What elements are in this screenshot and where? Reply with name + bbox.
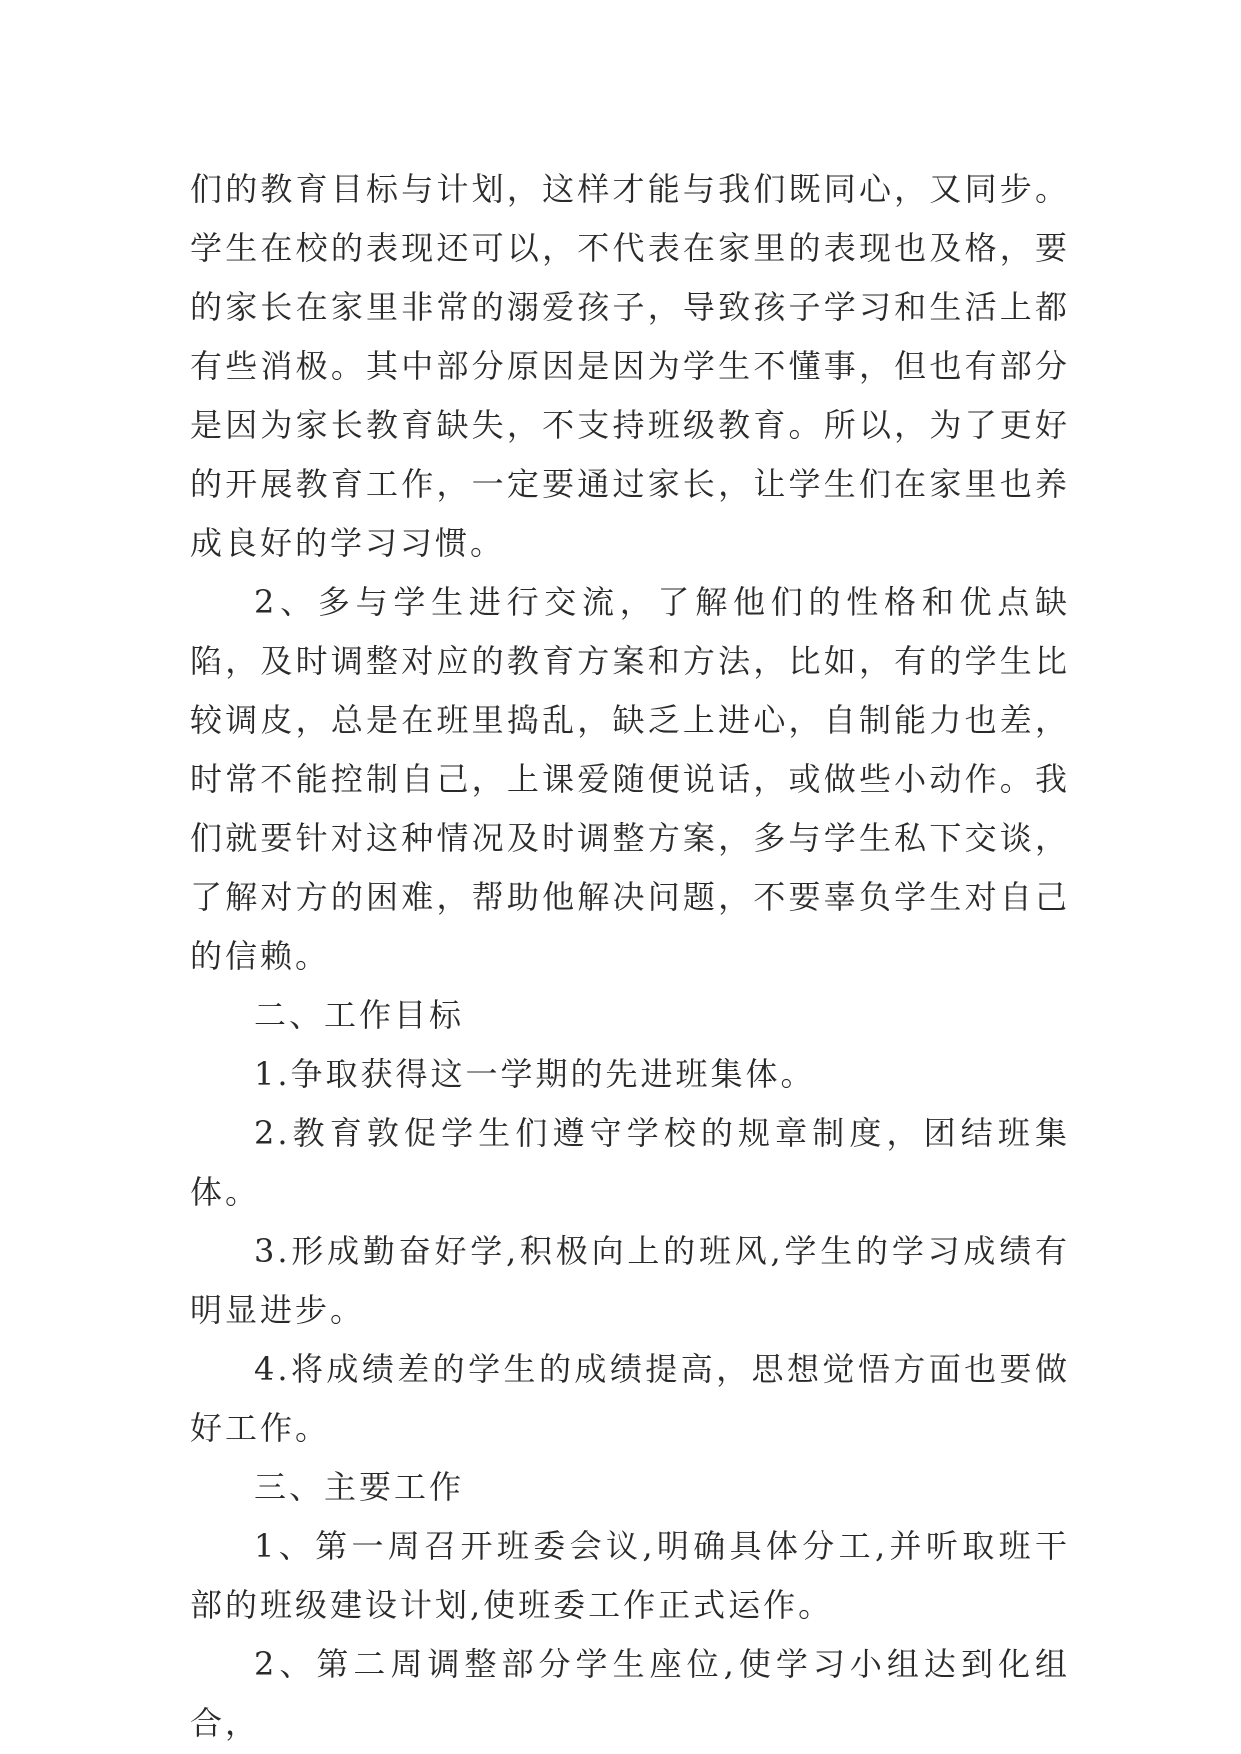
document-body: [190, 160, 1070, 1753]
goal-item-3: 3.形成勤奋好学,积极向上的班风,学生的学习成绩有明显进步。: [190, 1232, 1070, 1329]
goal-item-1: 1.争取获得这一学期的先进班集体。: [254, 1055, 816, 1093]
work-item-1: 1、第一周召开班委会议,明确具体分工,并听取班干部的班级建设计划,使班委工作正式运作。: [190, 1527, 1070, 1624]
work-item-2: 2、第二周调整部分学生座位,使学习小组达到化组合，: [190, 1645, 1070, 1742]
section-heading-goals: 二、工作目标: [254, 996, 465, 1034]
goal-item-4: 4.将成绩差的学生的成绩提高，思想觉悟方面也要做好工作。: [190, 1350, 1070, 1447]
goal-item-2: 2.教育敦促学生们遵守学校的规章制度，团结班集体。: [190, 1114, 1070, 1211]
paragraph-communication: 2、多与学生进行交流，了解他们的性格和优点缺陷，及时调整对应的教育方案和方法，比如，有的学生比较调皮，总是在班里捣乱，缺乏上进心，自制能力也差，时常不能控制自己，上课爱随便说话，或做些小动作。我们就要针对这种情况及时调整方案，多与学生私下交谈，了解对方的困难，帮助他解决问题，不要辜负学生对自己的信赖。: [190, 583, 1070, 975]
section-heading-main-work: 三、主要工作: [254, 1468, 465, 1506]
paragraph-continuation: 们的教育目标与计划，这样才能与我们既同心，又同步。学生在校的表现还可以，不代表在家里的表现也及格，要的家长在家里非常的溺爱孩子，导致孩子学习和生活上都有些消极。其中部分原因是因为学生不懂事，但也有部分是因为家长教育缺失，不支持班级教育。所以，为了更好的开展教育工作，一定要通过家长，让学生们在家里也养成良好的学习习惯。: [190, 170, 1070, 562]
